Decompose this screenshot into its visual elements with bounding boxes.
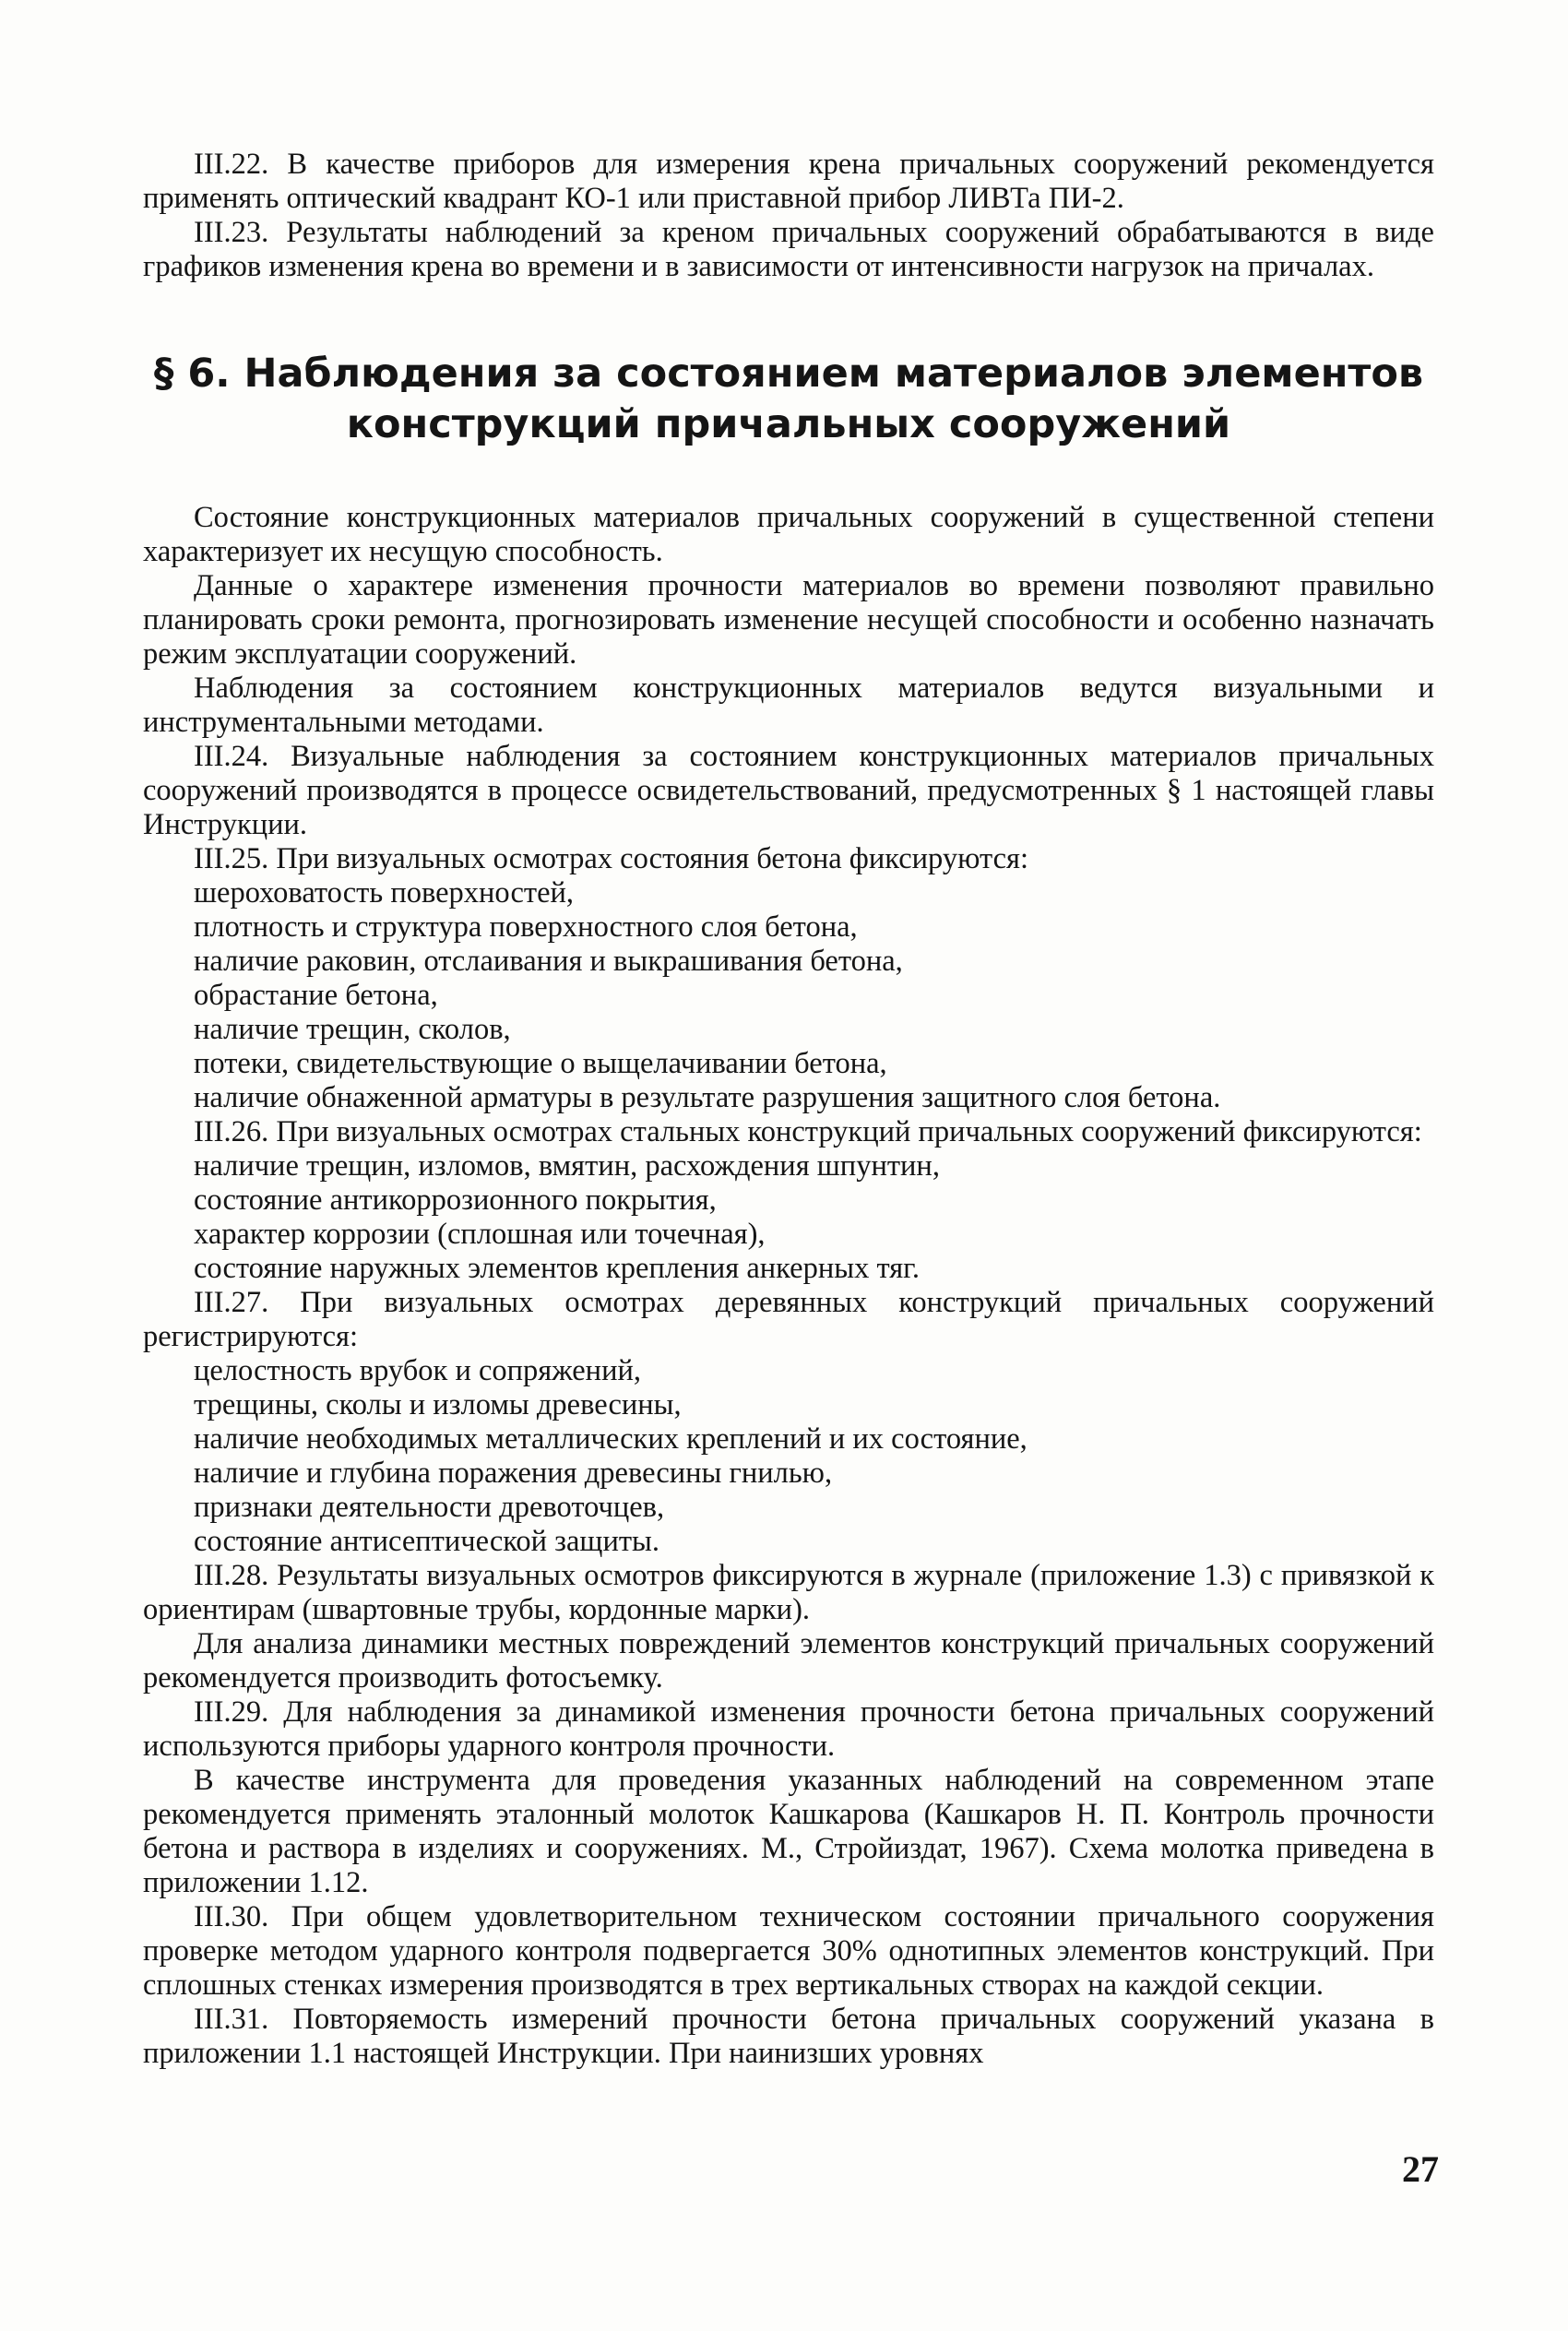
list-item: целостность врубок и сопряжений, bbox=[194, 1354, 641, 1387]
paragraph: Наблюдения за состоянием конструкционных материалов ведутся визуальными и инструментальными методами. bbox=[143, 672, 1434, 739]
paragraph: Данные о характере изменения прочности материалов во времени позволяют правильно планировать сроки ремонта, прогнозировать изменение несущей способности и особенно назначать режим эксплуатации сооружений. bbox=[143, 569, 1434, 671]
paragraph-iii-31: III.31. Повторяемость измерений прочности бетона причальных сооружений указана в приложении 1.1 настоящей Инструкции. При наинизших уровнях bbox=[143, 2003, 1434, 2070]
list-item: обрастание бетона, bbox=[194, 979, 438, 1012]
page-number: 27 bbox=[1402, 2148, 1439, 2190]
list-item: состояние антисептической защиты. bbox=[194, 1525, 660, 1558]
list-item: наличие необходимых металлических креплений и их состояние, bbox=[194, 1422, 1028, 1456]
paragraph-iii-23: III.23. Результаты наблюдений за креном причальных сооружений обрабатываются в виде графиков изменения крена во времени и в зависимости от интенсивности нагрузок на причалах. bbox=[143, 216, 1434, 283]
list-item: характер коррозии (сплошная или точечная), bbox=[194, 1218, 766, 1251]
list-item: наличие обнаженной арматуры в результате разрушения защитного слоя бетона. bbox=[194, 1081, 1221, 1114]
paragraph-iii-29: III.29. Для наблюдения за динамикой изменения прочности бетона причальных сооружений используются приборы ударного контроля прочности. bbox=[143, 1695, 1434, 1763]
list-item: наличие трещин, сколов, bbox=[194, 1013, 511, 1046]
paragraph-iii-30: III.30. При общем удовлетворительном техническом состоянии причального сооружения проверке методом ударного контроля подвергается 30% однотипных элементов конструкций. При сплошных стенках измерения производятся в трех вертикальных створах на каждой секции. bbox=[143, 1900, 1434, 2002]
document-page bbox=[143, 148, 1434, 2071]
list-item: потеки, свидетельствующие о выщелачивании бетона, bbox=[194, 1047, 887, 1080]
paragraph-iii-24: III.24. Визуальные наблюдения за состоянием конструкционных материалов причальных сооружений производятся в процессе освидетельствований, предусмотренных § 1 настоящей главы Инструкции. bbox=[143, 740, 1434, 841]
paragraph-iii-25: III.25. При визуальных осмотрах состояния бетона фиксируются: bbox=[194, 842, 1028, 875]
list-item: плотность и структура поверхностного слоя бетона, bbox=[194, 910, 858, 944]
list-item: наличие трещин, изломов, вмятин, расхождения шпунтин, bbox=[194, 1149, 940, 1183]
paragraph: Для анализа динамики местных повреждений элементов конструкций причальных сооружений рекомендуется производить фотосъемку. bbox=[143, 1627, 1434, 1695]
list-item: состояние антикоррозионного покрытия, bbox=[194, 1183, 717, 1217]
paragraph-iii-26: III.26. При визуальных осмотрах стальных конструкций причальных сооружений фиксируются: bbox=[194, 1115, 1422, 1148]
paragraph: Состояние конструкционных материалов причальных сооружений в существенной степени характеризует их несущую способность. bbox=[143, 501, 1434, 568]
paragraph: В качестве инструмента для проведения указанных наблюдений на современном этапе рекомендуется применять эталонный молоток Кашкарова (Кашкаров Н. П. Контроль прочности бетона и раствора в изделиях и сооружениях. М., Стройиздат, 1967). Схема молотка приведена в приложении 1.12. bbox=[143, 1764, 1434, 1899]
paragraph-iii-22: III.22. В качестве приборов для измерения крена причальных сооружений рекомендуется применять оптический квадрант КО-1 или приставной прибор ЛИВТа ПИ-2. bbox=[143, 148, 1434, 215]
list-item: шероховатость поверхностей, bbox=[194, 876, 575, 910]
list-item: состояние наружных элементов крепления анкерных тяг. bbox=[194, 1252, 920, 1285]
paragraph-iii-27: III.27. При визуальных осмотрах деревянных конструкций причальных сооружений регистрируются: bbox=[143, 1286, 1434, 1353]
list-item: трещины, сколы и изломы древесины, bbox=[194, 1388, 682, 1421]
section-heading-line2: конструкций причальных сооружений bbox=[346, 401, 1231, 447]
section-heading-line1: § 6. Наблюдения за состоянием материалов элементов bbox=[153, 351, 1424, 397]
list-item: наличие и глубина поражения древесины гнилью, bbox=[194, 1457, 833, 1490]
list-item: признаки деятельности древоточцев, bbox=[194, 1491, 665, 1524]
paragraph-iii-28: III.28. Результаты визуальных осмотров фиксируются в журнале (приложение 1.3) с привязкой к ориентирам (швартовные трубы, кордонные марки). bbox=[143, 1559, 1434, 1626]
section-heading bbox=[143, 349, 1434, 450]
list-item: наличие раковин, отслаивания и выкрашивания бетона, bbox=[194, 945, 903, 978]
